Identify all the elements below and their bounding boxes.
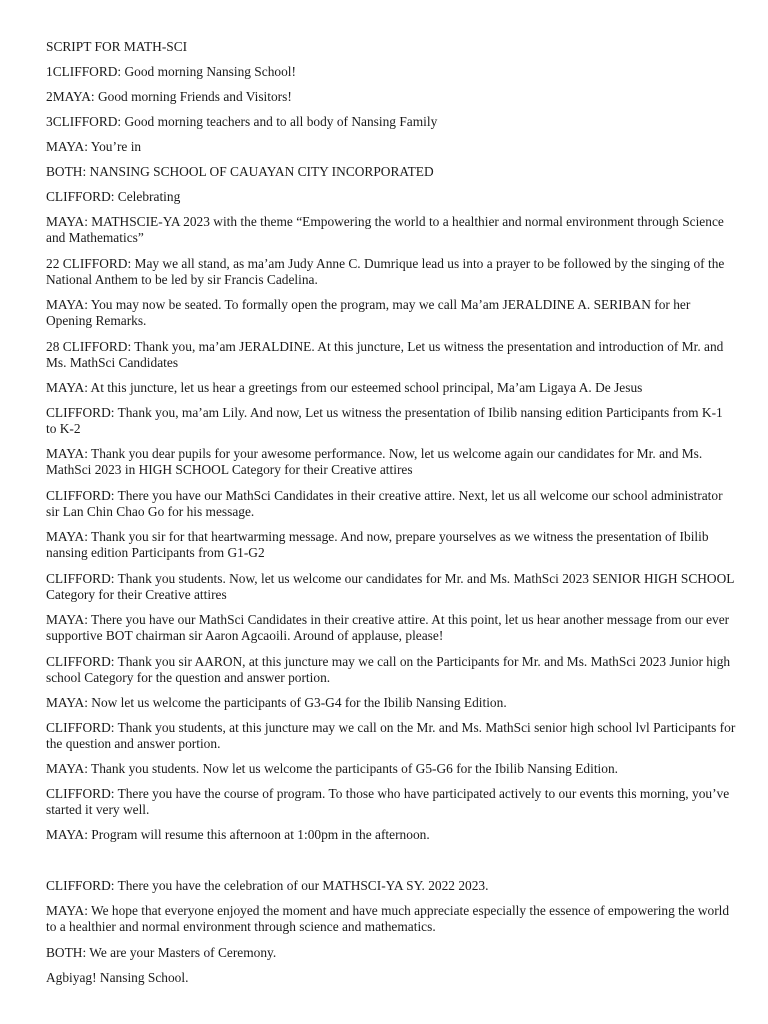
script-line: CLIFFORD: There you have the celebration of our MATHSCI-YA SY. 2022 2023. — [46, 878, 489, 893]
script-line: MAYA: Thank you dear pupils for your awesome performance. Now, let us welcome again our candidates for Mr. and Ms. MathSci 2023 in HIGH SCHOOL Category for their Creative attires — [46, 446, 703, 477]
script-line: 3CLIFFORD: Good morning teachers and to all body of Nansing Family — [46, 114, 438, 129]
script-line: MAYA: Thank you students. Now let us welcome the participants of G5-G6 for the Ibilib Nansing Edition. — [46, 761, 618, 776]
script-line: MAYA: At this juncture, let us hear a greetings from our esteemed school principal, Ma’am Ligaya A. De Jesus — [46, 380, 643, 395]
script-line: BOTH: NANSING SCHOOL OF CAUAYAN CITY INCORPORATED — [46, 164, 434, 179]
script-line: MAYA: There you have our MathSci Candidates in their creative attire. At this point, let us hear another message from our ever supportive BOT chairman sir Aaron Agcaoili. Around of applause, please! — [46, 612, 730, 643]
script-line: MAYA: We hope that everyone enjoyed the moment and have much appreciate especially the essence of empowering the world to a healthier and normal environment through science and mathematics. — [46, 903, 730, 934]
script-line: MAYA: Now let us welcome the participants of G3-G4 for the Ibilib Nansing Edition. — [46, 695, 507, 710]
script-line: 1CLIFFORD: Good morning Nansing School! — [46, 64, 296, 79]
document-title: SCRIPT FOR MATH-SCI — [46, 39, 188, 54]
script-line: MAYA: Program will resume this afternoon at 1:00pm in the afternoon. — [46, 827, 430, 842]
script-line: CLIFFORD: Thank you, ma’am Lily. And now, Let us witness the presentation of Ibilib nansing edition Participants from K-1 to K-2 — [46, 405, 723, 436]
script-line: CLIFFORD: Thank you students, at this juncture may we call on the Mr. and Ms. MathSci senior high school lvl Participants for the question and answer portion. — [46, 720, 736, 751]
script-line: 28 CLIFFORD: Thank you, ma’am JERALDINE. At this juncture, Let us witness the presentation and introduction of Mr. and Ms. MathSci Candidates — [46, 339, 724, 370]
script-line: CLIFFORD: Celebrating — [46, 189, 181, 204]
script-line: 22 CLIFFORD: May we all stand, as ma’am Judy Anne C. Dumrique lead us into a prayer to be followed by the singing of the National Anthem to be led by sir Francis Cadelina. — [46, 256, 725, 287]
script-line: 2MAYA: Good morning Friends and Visitors! — [46, 89, 292, 104]
script-line: CLIFFORD: Thank you students. Now, let us welcome our candidates for Mr. and Ms. MathSci 2023 SENIOR HIGH SCHOOL Category for their Creative attires — [46, 571, 734, 602]
script-line: MAYA: You’re in — [46, 139, 142, 154]
script-line: BOTH: We are your Masters of Ceremony. — [46, 945, 277, 960]
script-line: CLIFFORD: There you have our MathSci Candidates in their creative attire. Next, let us all welcome our school administrator sir Lan Chin Chao Go for his message. — [46, 488, 723, 519]
script-line: MAYA: Thank you sir for that heartwarming message. And now, prepare yourselves as we witness the presentation of Ibilib nansing edition Participants from G1-G2 — [46, 529, 709, 560]
script-line: MAYA: You may now be seated. To formally open the program, may we call Ma’am JERALDINE A. SERIBAN for her Opening Remarks. — [46, 297, 691, 328]
closing-line: Agbiyag! Nansing School. — [46, 970, 189, 985]
script-line: CLIFFORD: Thank you sir AARON, at this juncture may we call on the Participants for Mr. and Ms. MathSci 2023 Junior high school Category for the question and answer portion. — [46, 654, 731, 685]
script-line: MAYA: MATHSCIE-YA 2023 with the theme “Empowering the world to a healthier and normal environment through Science and Mathematics” — [46, 214, 724, 245]
script-line: CLIFFORD: There you have the course of program. To those who have participated actively to our events this morning, you’ve started it very well. — [46, 786, 730, 817]
